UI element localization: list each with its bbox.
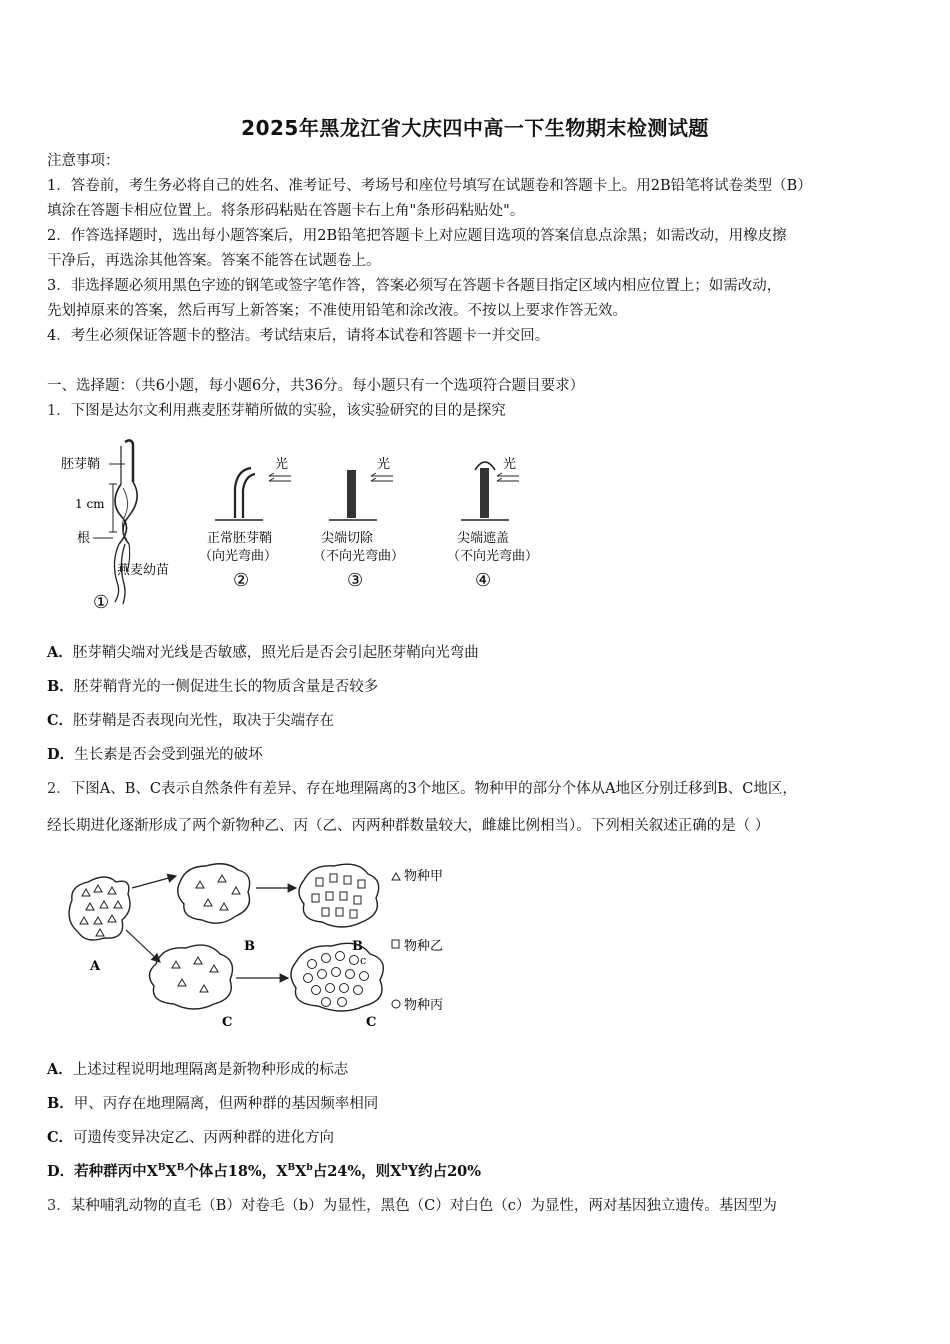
- notice-line: 先划掉原来的答案，然后再写上新答案；不准使用铅笔和涂改液。不按以上要求作答无效。: [47, 303, 627, 319]
- option-text: 上述过程说明地理隔离是新物种形成的标志: [72, 1062, 349, 1078]
- region-b-early: [178, 864, 250, 923]
- light-label: 光: [275, 457, 289, 472]
- option-text: 胚芽鞘是否表现向光性，取决于尖端存在: [73, 713, 335, 729]
- legend-circle-icon: [392, 1000, 400, 1008]
- legend-triangle-icon: [392, 873, 400, 880]
- question-1-stem: [47, 402, 904, 420]
- superscript: B: [176, 1163, 185, 1174]
- region-label-c: C: [222, 1015, 233, 1030]
- option-text: 生长素是否会受到强光的破坏: [74, 747, 263, 763]
- notice-line: 1．答卷前，考生务必将自己的姓名、准考证号、考场号和座位号填写在试题卷和答题卡上。用2B铅笔将试卷类型（B）: [47, 178, 812, 194]
- option-b[interactable]: [47, 1095, 904, 1113]
- question-text: 某种哺乳动物的直毛（B）对卷毛（b）为显性，黑色（C）对白色（c）为显性，两对基因独立遗传。基因型为: [70, 1198, 777, 1214]
- option-letter: C．: [47, 1129, 74, 1146]
- light-label: 光: [503, 457, 517, 472]
- option-letter: D．: [47, 746, 75, 763]
- notice-line: 4．考生必须保证答题卡的整洁。考试结束后，请将本试卷和答题卡一并交回。: [47, 328, 550, 344]
- option-c[interactable]: [47, 1129, 904, 1147]
- panel-caption: 尖端遮盖: [457, 531, 510, 546]
- option-letter: A．: [47, 644, 73, 661]
- question-2-stem-line1: [47, 780, 904, 798]
- superscript: B: [287, 1163, 296, 1174]
- option-letter: B．: [47, 678, 74, 695]
- page-title: 2025年黑龙江省大庆四中高一下生物期末检测试题: [241, 116, 709, 140]
- panel-caption: 正常胚芽鞘: [207, 531, 273, 546]
- panel-number: ②: [233, 570, 250, 591]
- section-heading: 一、选择题：（共6小题，每小题6分，共36分。每小题只有一个选项符合题目要求）: [47, 378, 585, 394]
- option-c[interactable]: [47, 712, 904, 730]
- question-text: 下图是达尔文利用燕麦胚芽鞘所做的实验，该实验研究的目的是探究: [70, 403, 506, 419]
- option-a[interactable]: [47, 1061, 904, 1079]
- option-b[interactable]: [47, 678, 904, 696]
- option-letter: C．: [47, 712, 74, 729]
- option-d[interactable]: [47, 1163, 904, 1181]
- label-seedling: 燕麦幼苗: [117, 563, 170, 578]
- option-text: 胚芽鞘背光的一侧促进生长的物质含量是否较多: [73, 679, 379, 695]
- speciation-figure: [60, 852, 480, 1034]
- option-text: 若种群丙中X: [74, 1163, 158, 1180]
- panel-number: ③: [347, 570, 364, 591]
- option-text: 甲、丙存在地理隔离，但两种群的基因频率相同: [73, 1096, 379, 1112]
- option-text: 占24%，则X: [312, 1163, 402, 1180]
- region-c-early: [149, 945, 232, 1009]
- question-number: 2．: [47, 781, 71, 797]
- light-arrow: [497, 473, 502, 481]
- legend-square-icon: [392, 940, 399, 948]
- notice-line: 3．非选择题必须用黑色字迹的钢笔或签字笔作答，答案必须写在答题卡各题目指定区域内相应位置上；如需改动，: [47, 278, 782, 294]
- option-a[interactable]: [47, 644, 904, 662]
- region-label-a: A: [90, 959, 101, 974]
- region-b-late: [299, 864, 379, 927]
- option-letter: B．: [47, 1095, 74, 1112]
- species-jia-markers: [172, 957, 218, 992]
- option-text: Y约占20%: [407, 1163, 482, 1180]
- legend-jia: 物种甲: [404, 869, 444, 884]
- question-text: 下图A、B、C表示自然条件有差异、存在地理隔离的3个地区。物种甲的部分个体从A地区分别迁移到B、C地区，: [70, 781, 797, 797]
- region-label-c-small: c: [360, 954, 367, 967]
- covered-coleoptile: [480, 468, 489, 518]
- option-text: 可遗传变异决定乙、丙两种群的进化方向: [73, 1130, 335, 1146]
- light-arrow: [371, 473, 376, 481]
- panel-caption: （不向光弯曲）: [313, 549, 405, 564]
- question-2-stem-line2: 经长期进化逐渐形成了两个新物种乙、丙（乙、丙两种群数量较大，雌雄比例相当）。下列相关叙述正确的是（ ）: [47, 818, 770, 834]
- panel-caption: 尖端切除: [321, 531, 374, 546]
- superscript: b: [401, 1163, 408, 1174]
- notice-line: 干净后，再选涂其他答案。答案不能答在试题卷上。: [47, 253, 381, 269]
- option-text: 胚芽鞘尖端对光线是否敏感，照光后是否会引起胚芽鞘向光弯曲: [72, 645, 479, 661]
- notice-line: 2．作答选择题时，选出每小题答案后，用2B铅笔把答题卡上对应题目选项的答案信息点涂黑；如需改动，用橡皮擦: [47, 228, 787, 244]
- light-label: 光: [377, 457, 391, 472]
- label-1cm: 1 cm: [75, 497, 105, 511]
- label-coleoptile: 胚芽鞘: [61, 457, 101, 472]
- region-label-c: C: [366, 1015, 377, 1030]
- species-bing-markers: [304, 952, 369, 1007]
- panel-caption: （向光弯曲）: [199, 549, 278, 564]
- option-letter: A．: [47, 1061, 73, 1078]
- option-text: 个体占18%，X: [184, 1163, 288, 1180]
- question-number: 3．: [47, 1198, 71, 1214]
- coleoptile-experiment-figure: [47, 432, 547, 618]
- cut-coleoptile: [347, 470, 356, 518]
- species-jia-markers: [80, 885, 122, 936]
- migration-arrow: [126, 930, 160, 962]
- region-label-b: B: [352, 939, 363, 954]
- legend-yi: 物种乙: [404, 939, 444, 954]
- region-label-b: B: [244, 939, 255, 954]
- bent-coleoptile: [243, 474, 255, 518]
- notice-heading: 注意事项：: [47, 153, 120, 169]
- option-text: X: [165, 1163, 177, 1180]
- legend-bing: 物种丙: [404, 998, 444, 1013]
- option-d[interactable]: [47, 746, 904, 764]
- migration-arrow: [132, 876, 176, 888]
- panel-number: ①: [93, 592, 110, 613]
- superscript: B: [157, 1163, 166, 1174]
- panel-number: ④: [475, 570, 492, 591]
- question-number: 1．: [47, 403, 71, 419]
- superscript: b: [306, 1163, 313, 1174]
- label-root: 根: [77, 531, 91, 546]
- option-text: X: [295, 1163, 307, 1180]
- panel-caption: （不向光弯曲）: [447, 549, 539, 564]
- species-yi-markers: [312, 874, 365, 918]
- coleoptile-shape: [125, 440, 133, 482]
- light-arrow: [269, 473, 274, 481]
- notice-line: 填涂在答题卡相应位置上。将条形码粘贴在答题卡右上角"条形码粘贴处"。: [47, 203, 525, 219]
- option-letter: D．: [47, 1163, 75, 1180]
- species-jia-markers: [196, 875, 240, 910]
- question-3-stem: [47, 1197, 904, 1215]
